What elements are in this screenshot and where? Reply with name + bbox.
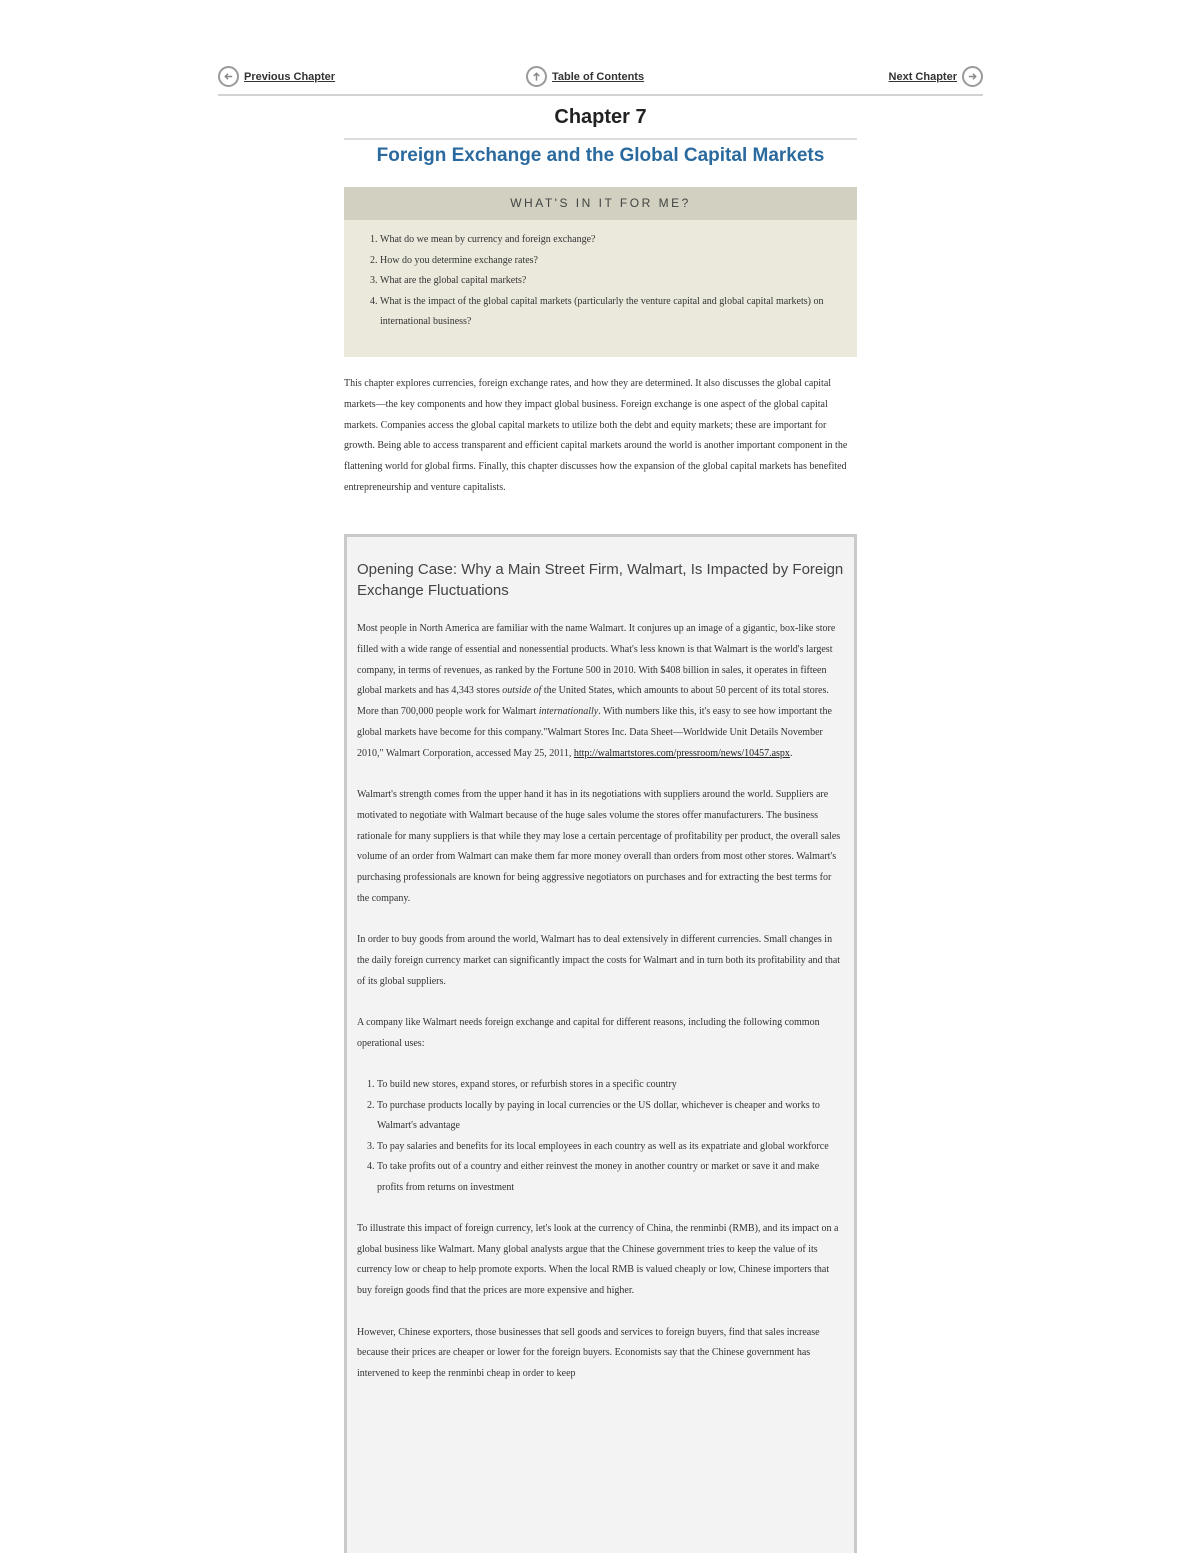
operational-uses-list — [357, 1075, 846, 1198]
learning-objectives-box — [344, 187, 857, 357]
case-text: Most people in North America are familiar with the name Walmart. It conjures up an image of a gigantic, box-like store filled with a wide range of essential and nonessential products. What's less known is that Walmart is the world's largest company, in terms of revenues, as ranked by the Fortune 500 in 2010. With $408 billion in sales, it operates in fifteen global markets and has 4,343 stores — [357, 623, 836, 697]
previous-chapter-link[interactable] — [218, 66, 335, 87]
opening-case-title: Opening Case: Why a Main Street Firm, Walmart, Is Impacted by Foreign Exchange Fluctuations — [357, 561, 844, 599]
case-emphasis: outside of — [502, 685, 542, 697]
case-text: the United States, which amounts to about 50 percent of its total stores. More than 700,000 people work for Walmart — [357, 685, 829, 718]
objectives-list — [344, 230, 857, 333]
chapter-number: Chapter 7 — [554, 106, 647, 128]
title-divider — [344, 138, 857, 140]
previous-chapter-label: Previous Chapter — [244, 70, 336, 83]
arrow-left-icon — [218, 66, 239, 87]
opening-case-body — [357, 619, 846, 1385]
table-of-contents-label: Table of Contents — [552, 70, 645, 83]
list-item: 2. To purchase products locally by paying in local currencies or the US dollar, whichever is cheaper and works to Walmart's advantage — [377, 1096, 846, 1137]
case-paragraph: To illustrate this impact of foreign currency, let's look at the currency of China, the renminbi (RMB), and its impact on a global business like Walmart. Many global analysts argue that the Chinese government tries to keep the value of its currency low or cheap to help promote exports. When the local RMB is valued cheaply or low, Chinese importers that buy foreign goods find that the prices are more expensive and higher. — [357, 1222, 839, 1297]
case-text: . With numbers like this, it's easy to see how important the global markets have become for this company."Walmart Stores Inc. Data Sheet—Worldwide Unit Details November 2010," Walmart Corporation, accessed May 25, 2011, — [357, 706, 832, 759]
case-emphasis: internationally — [538, 706, 599, 718]
case-paragraph — [357, 619, 846, 765]
case-text: . — [789, 747, 793, 759]
list-item: 3. To pay salaries and benefits for its local employees in each country as well as its expatriate and global workforce — [377, 1137, 846, 1158]
case-paragraph: However, Chinese exporters, those businesses that sell goods and services to foreign buyers, find that sales increase because their prices are cheaper or lower for the foreign buyers. Economists say that the Chinese government has intervened to keep the renminbi cheap in order to keep — [357, 1326, 820, 1380]
case-paragraph: In order to buy goods from around the world, Walmart has to deal extensively in different currencies. Small changes in the daily foreign currency market can significantly impact the costs for Walmart and in turn both its profitability and that of its global suppliers. — [357, 934, 841, 987]
chapter-title: Foreign Exchange and the Global Capital Markets — [376, 145, 825, 166]
case-paragraph: A company like Walmart needs foreign exchange and capital for different reasons, including the following common operational uses: — [357, 1017, 820, 1050]
list-item: 4. To take profits out of a country and either reinvest the money in another country or market or save it and make profits from returns on investment — [377, 1157, 846, 1198]
objective-item: 2. How do you determine exchange rates? — [380, 251, 837, 272]
objective-item: 1. What do we mean by currency and foreign exchange? — [380, 230, 837, 251]
list-item: 1. To build new stores, expand stores, or refurbish stores in a specific country — [377, 1075, 846, 1096]
objective-item: 3. What are the global capital markets? — [380, 271, 837, 292]
arrow-right-icon — [962, 66, 983, 87]
chapter-navigation — [218, 64, 983, 96]
next-chapter-link[interactable] — [889, 66, 983, 87]
walmart-data-sheet-link[interactable]: http://walmartstores.com/pressroom/news/10457.aspx — [573, 747, 790, 759]
objectives-header: WHAT'S IN IT FOR ME? — [344, 187, 857, 220]
intro-paragraph: This chapter explores currencies, foreign exchange rates, and how they are determined. It also discusses the global capital markets—the key components and how they impact global business. Foreign exchange is one aspect of the global capital markets. Companies access the global capital markets to utilize both the debt and equity markets; these are important for growth. Being able to access transparent and efficient capital markets around the world is another important component in the flattening world for global firms. Finally, this chapter discusses how the expansion of the global capital markets has benefited entrepreneurship and venture capitalists. — [344, 378, 848, 493]
opening-case-box — [344, 534, 857, 1553]
next-chapter-label: Next Chapter — [888, 70, 957, 83]
objective-item: 4. What is the impact of the global capital markets (particularly the venture capital and global capital markets) on international business? — [380, 292, 837, 333]
arrow-up-icon — [526, 66, 547, 87]
case-paragraph: Walmart's strength comes from the upper hand it has in its negotiations with suppliers around the world. Suppliers are motivated to negotiate with Walmart because of the huge sales volume the stores offer manufacturers. The business rationale for many suppliers is that while they may lose a certain percentage of profitability per product, the overall sales volume of an order from Walmart can make them far more money overall than orders from most other stores. Walmart's purchasing professionals are known for being aggressive negotiators on purchases and for extracting the best terms for the company. — [357, 789, 841, 905]
table-of-contents-link[interactable] — [526, 66, 644, 87]
